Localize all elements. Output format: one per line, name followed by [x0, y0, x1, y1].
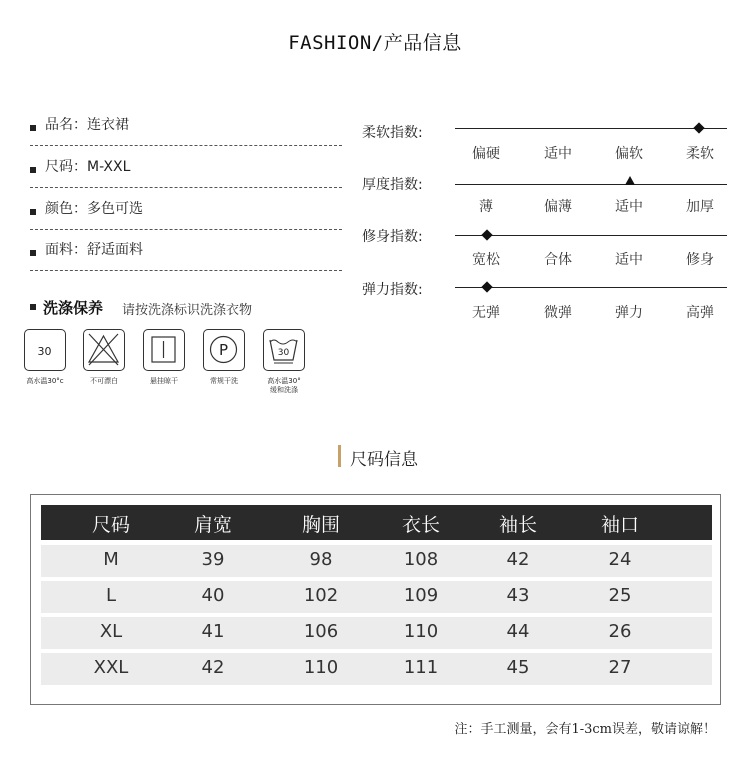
- size-section-title: 尺码信息: [350, 450, 418, 470]
- elasticity-index-label: 弹力指数:: [362, 282, 423, 298]
- elasticity-index-line: [455, 287, 727, 288]
- table-cell: 106: [303, 621, 339, 642]
- thickness-option: 薄: [479, 199, 493, 215]
- softness-option: 适中: [544, 146, 572, 162]
- fit-option: 宽松: [472, 252, 500, 268]
- table-row: [41, 617, 712, 649]
- thickness-marker-icon: [625, 176, 635, 185]
- table-cell: 41: [201, 621, 225, 642]
- elasticity-option: 微弹: [544, 305, 572, 321]
- elasticity-option: 弹力: [615, 305, 643, 321]
- table-cell: 109: [403, 585, 439, 606]
- thickness-index-line: [455, 184, 727, 185]
- care-label-no-bleach: 不可漂白: [90, 377, 118, 385]
- gentle-wash-symbol: 30: [277, 348, 290, 358]
- thickness-index-label: 厚度指数:: [362, 177, 423, 193]
- info-row-fabric: [30, 231, 342, 271]
- page-title: FASHION/产品信息: [288, 32, 462, 54]
- care-label-wash30: 高水温30°c: [26, 377, 64, 385]
- info-row-name: [30, 106, 342, 146]
- softness-option: 偏软: [615, 146, 643, 162]
- softness-option: 偏硬: [472, 146, 500, 162]
- fit-option: 合体: [544, 252, 572, 268]
- wash-care-title: 洗涤保养: [43, 299, 104, 317]
- bullet-icon: [30, 167, 36, 173]
- table-cell: M: [103, 549, 119, 570]
- table-cell: L: [105, 585, 117, 606]
- elasticity-marker-icon: [481, 281, 492, 292]
- info-row-color: [30, 190, 342, 230]
- fit-index-line: [455, 235, 727, 236]
- column-header: 尺码: [91, 514, 130, 536]
- bullet-icon: [30, 125, 36, 131]
- hang-dry-icon: [143, 329, 185, 371]
- table-cell: XXL: [93, 657, 129, 678]
- thickness-option: 适中: [615, 199, 643, 215]
- no-bleach-icon: [83, 329, 125, 371]
- fit-marker-icon: [481, 229, 492, 240]
- table-cell: 26: [608, 621, 632, 642]
- fit-option: 修身: [686, 252, 714, 268]
- table-cell: 40: [201, 585, 225, 606]
- accent-bar: [338, 445, 341, 467]
- wash-30-icon: [24, 329, 66, 371]
- column-header: 袖口: [600, 514, 639, 536]
- table-cell: 42: [506, 549, 530, 570]
- care-label-hang-dry: 悬挂晾干: [150, 377, 178, 385]
- size-table-header: [41, 505, 712, 540]
- bullet-icon: [30, 304, 36, 310]
- table-cell: 27: [608, 657, 632, 678]
- dashed-divider: [30, 187, 342, 188]
- table-cell: 110: [303, 657, 339, 678]
- column-header: 衣长: [401, 514, 440, 536]
- table-cell: 45: [506, 657, 530, 678]
- dashed-divider: [30, 145, 342, 146]
- dashed-divider: [30, 270, 342, 271]
- table-cell: 25: [608, 585, 632, 606]
- info-color: 颜色：多色可选: [45, 201, 143, 217]
- softness-option: 柔软: [686, 146, 714, 162]
- table-cell: 98: [309, 549, 333, 570]
- table-cell: 42: [201, 657, 225, 678]
- info-name: 品名：连衣裙: [45, 117, 129, 133]
- fit-index-label: 修身指数:: [362, 229, 423, 245]
- table-row: [41, 545, 712, 577]
- table-cell: 44: [506, 621, 530, 642]
- column-header: 肩宽: [193, 514, 232, 536]
- dry-clean-icon: [203, 329, 245, 371]
- bullet-icon: [30, 250, 36, 256]
- fit-option: 适中: [615, 252, 643, 268]
- info-fabric: 面料：舒适面料: [45, 242, 143, 258]
- gentle-wash-icon: [263, 329, 305, 371]
- info-row-size: [30, 148, 342, 188]
- elasticity-option: 高弹: [686, 305, 714, 321]
- info-size: 尺码：M-XXL: [45, 159, 131, 175]
- thickness-option: 偏薄: [544, 199, 572, 215]
- table-cell: XL: [99, 621, 123, 642]
- table-cell: 24: [608, 549, 632, 570]
- softness-marker-icon: [693, 122, 704, 133]
- dashed-divider: [30, 229, 342, 230]
- column-header: 胸围: [301, 514, 340, 536]
- table-cell: 39: [201, 549, 225, 570]
- table-cell: 108: [403, 549, 439, 570]
- measurement-note: 注：手工测量，会有1-3cm误差，敬请谅解！: [454, 722, 716, 737]
- care-label-gentle-wash: 高水温30° 缓和洗涤: [267, 377, 301, 394]
- column-header: 袖长: [498, 514, 537, 536]
- table-row: [41, 581, 712, 613]
- wash-30-symbol: 30: [37, 345, 52, 358]
- table-cell: 43: [506, 585, 530, 606]
- care-label-dry-clean: 常规干洗: [210, 377, 238, 385]
- size-table: [30, 494, 721, 705]
- softness-index-line: [455, 128, 727, 129]
- thickness-option: 加厚: [686, 199, 714, 215]
- table-row: [41, 653, 712, 685]
- dry-clean-symbol: P: [218, 341, 229, 359]
- table-cell: 111: [403, 657, 439, 678]
- table-cell: 110: [403, 621, 439, 642]
- wash-care-subtitle: 请按洗涤标识洗涤衣物: [122, 303, 253, 318]
- softness-index-label: 柔软指数:: [362, 125, 423, 141]
- elasticity-option: 无弹: [472, 305, 500, 321]
- bullet-icon: [30, 209, 36, 215]
- table-cell: 102: [303, 585, 339, 606]
